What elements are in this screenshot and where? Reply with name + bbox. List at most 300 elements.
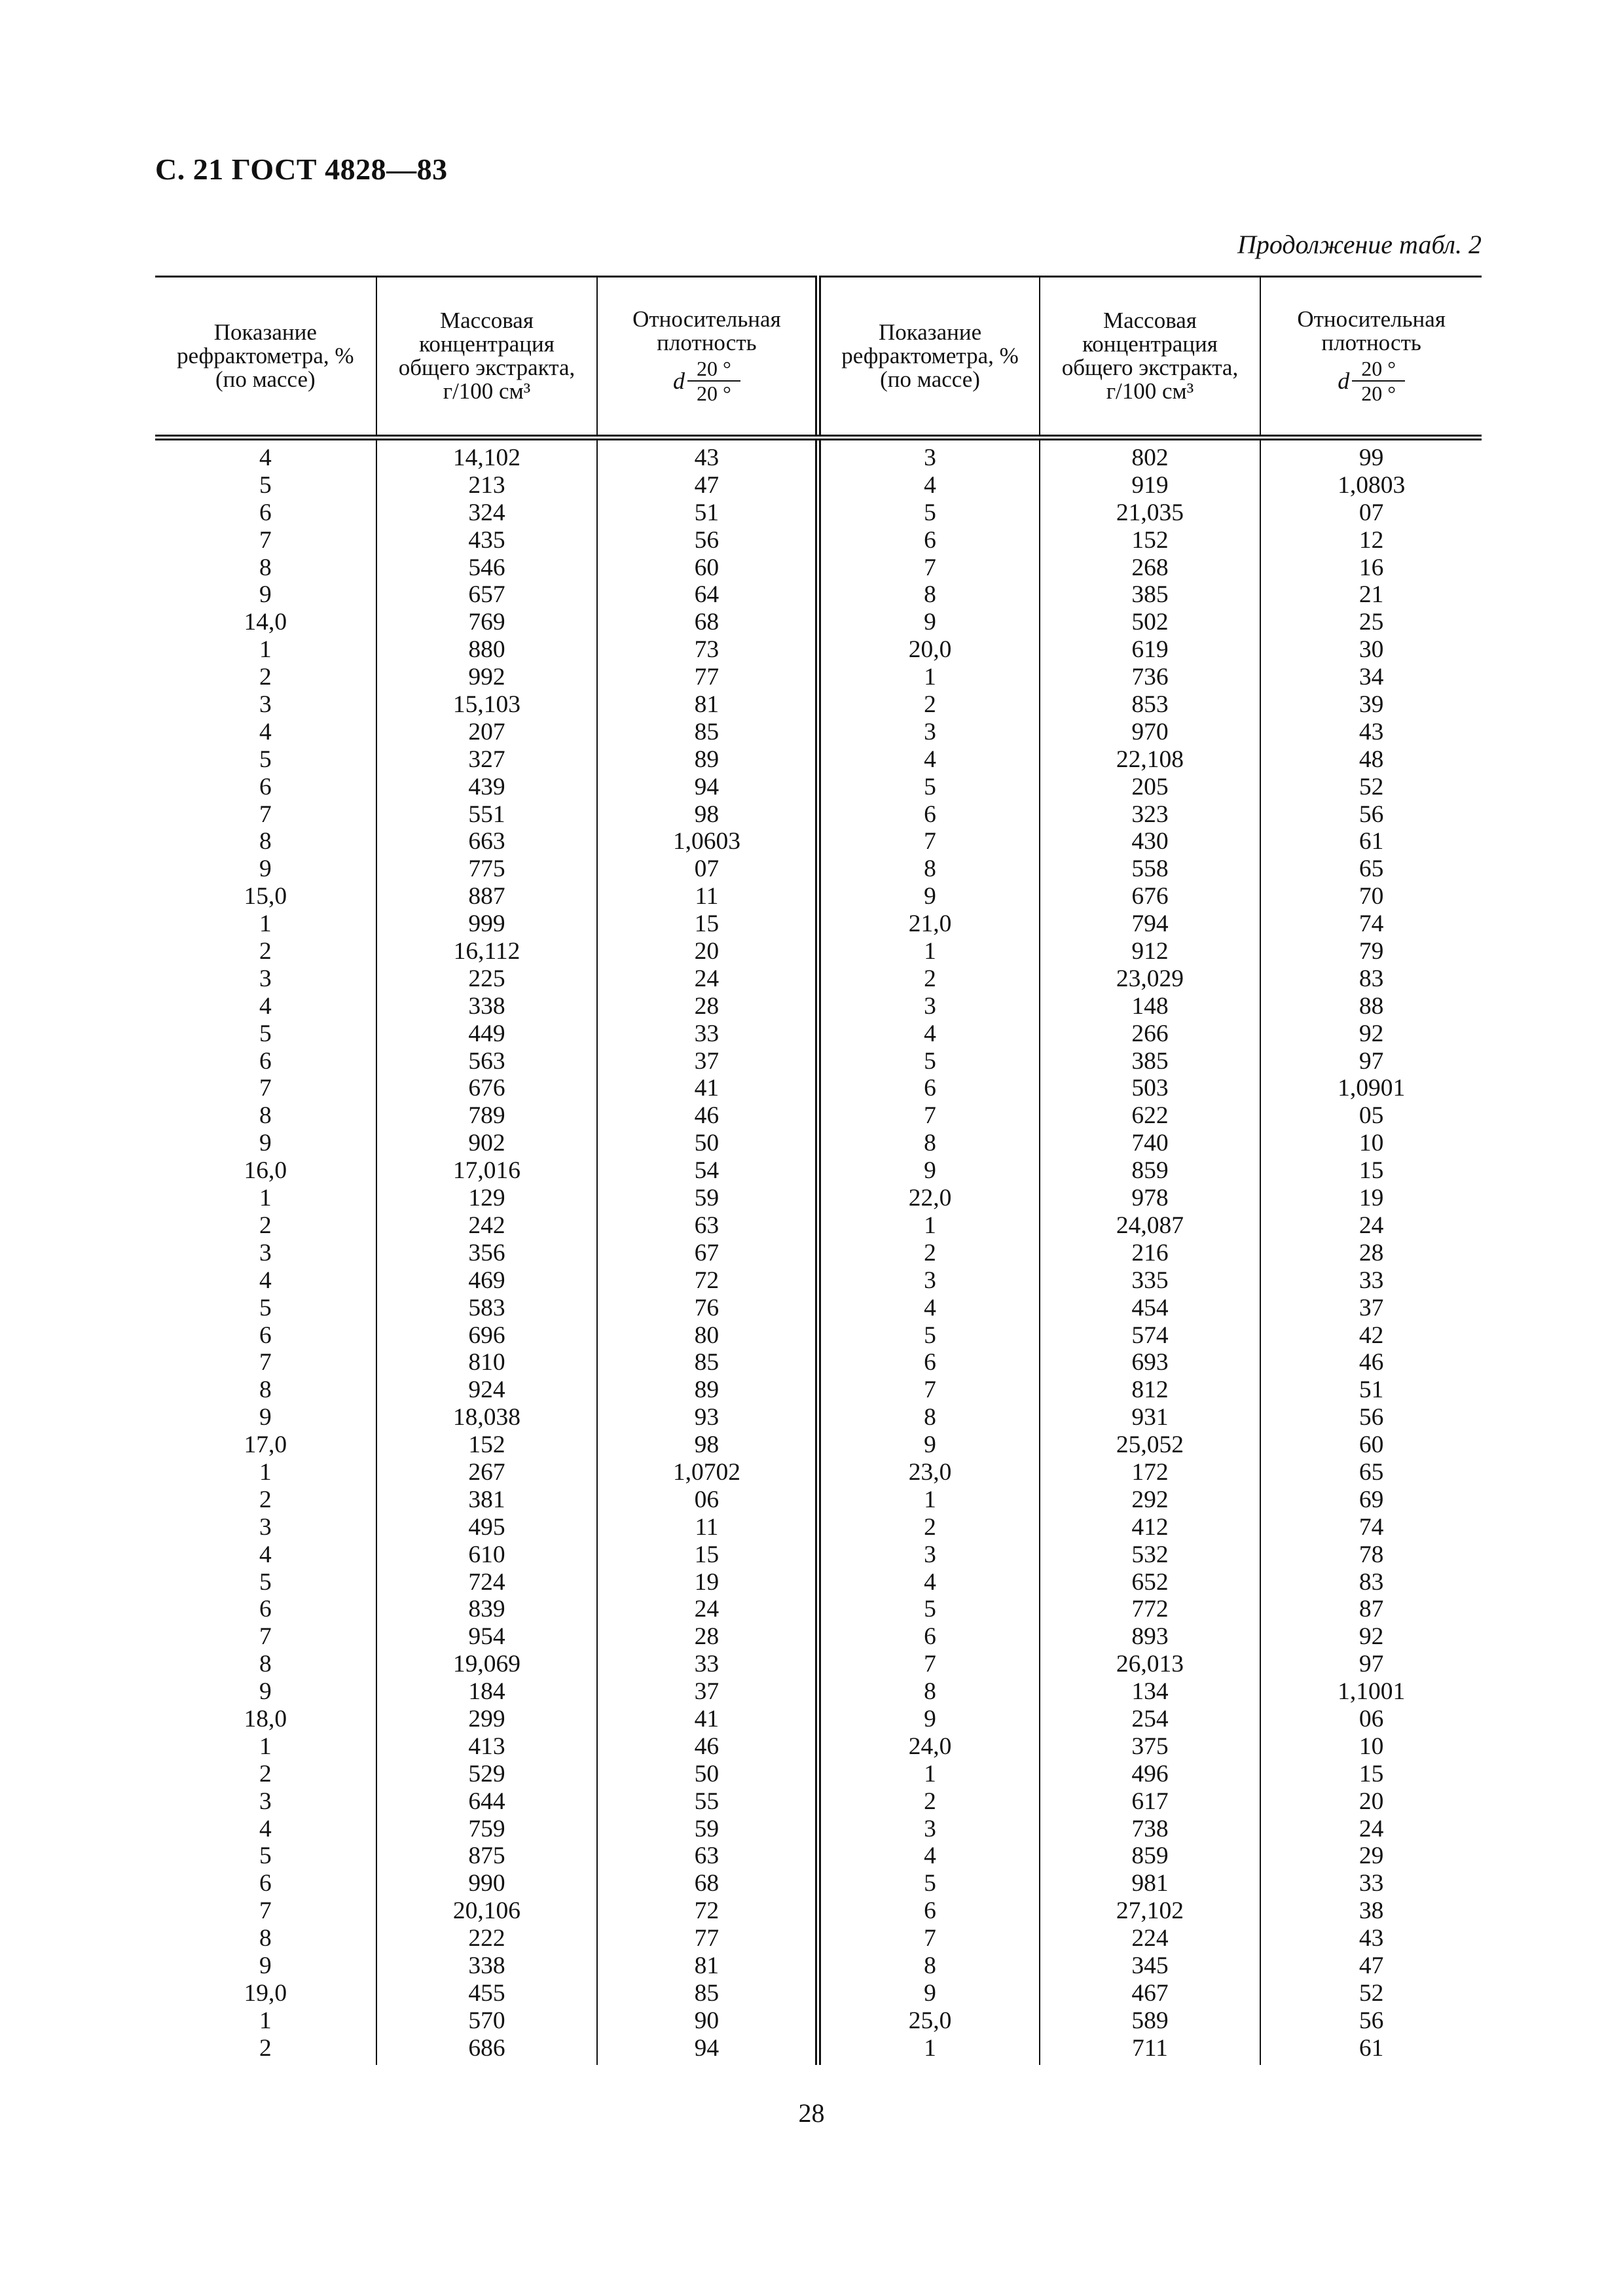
table-cell: 30 [1359,636,1384,664]
table-cell: 502 [1131,609,1169,636]
table-cell: 70 [1359,883,1384,910]
table-cell: 2 [924,691,936,719]
table-cell: 338 [468,1952,505,1979]
table-cell: 1,0702 [672,1458,740,1486]
table-cell: 9 [259,1952,272,1979]
table-cell: 2 [259,1760,272,1787]
table-cell: 24 [1359,1211,1384,1239]
table-cell: 4 [259,718,272,745]
table-cell: 48 [1359,745,1384,773]
table-cell: 33 [1359,1266,1384,1294]
table-cell: 1,0901 [1338,1075,1406,1102]
table-cell: 15,103 [452,691,521,719]
table-cell: 85 [694,1979,720,2007]
table-cell: 724 [468,1568,505,1596]
table-cell: 902 [468,1130,505,1157]
table-cell: 570 [468,2007,505,2034]
table-cell: 24,0 [908,1732,952,1760]
table-header-row [155,277,1482,438]
table-cell: 8 [259,828,272,855]
table-cell: 657 [468,581,505,609]
table-cell: 205 [1131,773,1169,800]
table-cell: 56 [1359,1404,1384,1431]
table-cell: 79 [1359,938,1384,965]
table-cell: 50 [694,1130,720,1157]
table-cell: 335 [1131,1266,1169,1294]
table-cell: 43 [694,444,720,471]
table-cell: 50 [694,1760,720,1787]
table-cell: 85 [694,1349,720,1376]
table-cell: 5 [259,745,272,773]
table-cell: 981 [1131,1870,1169,1897]
table-cell: 292 [1131,1486,1169,1513]
table-cell: 98 [694,1431,720,1459]
table-cell: 51 [1359,1376,1384,1404]
table-cell: 25 [1359,609,1384,636]
table-cell: 69 [1359,1486,1384,1513]
table-cell: 893 [1131,1623,1169,1651]
table-cell: 2 [259,2034,272,2062]
table-cell: 412 [1131,1513,1169,1541]
table-cell: 78 [1359,1541,1384,1568]
table-cell: 551 [468,800,505,828]
table-cell: 1 [259,1458,272,1486]
table-cell: 74 [1359,1513,1384,1541]
table-cell: 495 [468,1513,505,1541]
table-cell: 254 [1131,1705,1169,1732]
table-cell: 8 [259,554,272,581]
table-cell: 6 [924,1075,936,1102]
table-cell: 644 [468,1787,505,1815]
table-cell: 41 [694,1705,720,1732]
table-cell: 676 [1131,883,1169,910]
table-cell: 859 [1131,1157,1169,1185]
table-cell: 2 [924,1787,936,1815]
table-cell: 978 [1131,1185,1169,1212]
data-table [155,276,1482,2065]
table-cell: 65 [1359,1458,1384,1486]
table-cell: 1 [924,1760,936,1787]
table-cell: 06 [694,1486,720,1513]
table-cell: 5 [924,773,936,800]
table-cell: 46 [694,1732,720,1760]
table-cell: 72 [694,1266,720,1294]
table-cell: 6 [259,1047,272,1075]
table-cell: 10 [1359,1130,1384,1157]
table-cell: 21,035 [1116,499,1184,526]
table-cell: 83 [1359,965,1384,992]
table-cell: 222 [468,1925,505,1952]
table-cell: 11 [695,1513,719,1541]
table-cell: 8 [924,1678,936,1706]
table-cell: 1 [924,1486,936,1513]
table-cell: 97 [1359,1047,1384,1075]
table-cell: 83 [1359,1568,1384,1596]
table-cell: 9 [259,581,272,609]
table-cell: 6 [259,1321,272,1349]
table-cell: 93 [694,1404,720,1431]
table-cell: 59 [694,1815,720,1842]
table-cell: 5 [924,1596,936,1623]
table-cell: 381 [468,1486,505,1513]
table-cell: 41 [694,1075,720,1102]
table-cell: 503 [1131,1075,1169,1102]
page-header: С. 21 ГОСТ 4828—83 [155,152,448,186]
table-cell: 225 [468,965,505,992]
table-cell: 990 [468,1870,505,1897]
table-cell: 24 [694,1596,720,1623]
table-cell: 887 [468,883,505,910]
table-cell: 18,0 [244,1705,287,1732]
table-cell: 449 [468,1020,505,1047]
column-density-2 [1260,438,1482,2065]
table-cell: 7 [259,526,272,554]
table-cell: 454 [1131,1294,1169,1321]
table-cell: 16 [1359,554,1384,581]
table-cell: 33 [694,1651,720,1678]
table-cell: 558 [1131,855,1169,883]
header-concentration: Массовая концентрация общего экстракта, г/100 см³ [376,277,598,438]
table-cell: 574 [1131,1321,1169,1349]
table-cell: 06 [1359,1705,1384,1732]
table-cell: 589 [1131,2007,1169,2034]
table-cell: 97 [1359,1651,1384,1678]
table-cell: 94 [694,773,720,800]
table-cell: 4 [924,1020,936,1047]
table-cell: 9 [924,609,936,636]
table-cell: 327 [468,745,505,773]
table-cell: 769 [468,609,505,636]
density-formula: d $\frac{20 ^\circ}{20 ^\circ}$ [598,357,815,405]
table-cell: 5 [259,1020,272,1047]
table-cell: 7 [924,1376,936,1404]
table-cell: 7 [259,1897,272,1925]
table-cell: 323 [1131,800,1169,828]
table-cell: 686 [468,2034,505,2062]
table-cell: 3 [924,1815,936,1842]
table-cell: 27,102 [1116,1897,1184,1925]
table-cell: 7 [924,1102,936,1130]
table-cell: 467 [1131,1979,1169,2007]
table-cell: 435 [468,526,505,554]
table-cell: 2 [924,1239,936,1266]
table-cell: 37 [694,1678,720,1706]
table-cell: 56 [1359,2007,1384,2034]
table-cell: 15 [694,910,720,938]
table-cell: 789 [468,1102,505,1130]
header-refractometer: Показание рефрактометра, % (по массе) [155,277,376,438]
table-cell: 152 [468,1431,505,1459]
table-cell: 1 [259,910,272,938]
table-cell: 47 [1359,1952,1384,1979]
table-cell: 1 [259,2007,272,2034]
table-cell: 3 [259,1239,272,1266]
table-cell: 4 [259,992,272,1020]
table-cell: 19,069 [452,1651,521,1678]
column-refractometer [155,438,376,2065]
table-cell: 22,108 [1116,745,1184,773]
table-cell: 2 [259,1486,272,1513]
table-cell: 2 [924,965,936,992]
table-cell: 92 [1359,1020,1384,1047]
table-cell: 2 [259,1211,272,1239]
table-cell: 37 [1359,1294,1384,1321]
table-cell: 4 [924,471,936,499]
table-cell: 1 [259,636,272,664]
table-cell: 16,0 [244,1157,287,1185]
column-concentration [376,438,598,2065]
table-cell: 17,016 [452,1157,521,1185]
table-cell: 4 [924,1294,936,1321]
table-cell: 16,112 [453,938,520,965]
table-cell: 5 [924,1870,936,1897]
table-cell: 970 [1131,718,1169,745]
table-cell: 23,029 [1116,965,1184,992]
table-cell: 5 [924,499,936,526]
table-cell: 24 [1359,1815,1384,1842]
table-cell: 7 [259,800,272,828]
table-cell: 622 [1131,1102,1169,1130]
table-cell: 21 [1359,581,1384,609]
table-cell: 740 [1131,1130,1169,1157]
table-cell: 15 [1359,1760,1384,1787]
table-cell: 46 [694,1102,720,1130]
table-cell: 7 [259,1075,272,1102]
table-cell: 3 [259,691,272,719]
table-cell: 39 [1359,691,1384,719]
table-cell: 711 [1132,2034,1168,2062]
table-cell: 880 [468,636,505,664]
table-cell: 65 [1359,855,1384,883]
table-cell: 3 [924,992,936,1020]
table-cell: 56 [1359,800,1384,828]
table-cell: 5 [259,1842,272,1870]
table-cell: 676 [468,1075,505,1102]
table-cell: 19 [1359,1185,1384,1212]
table-cell: 9 [924,1705,936,1732]
table-cell: 11 [695,883,719,910]
table-cell: 663 [468,828,505,855]
table-cell: 812 [1131,1376,1169,1404]
table-cell: 81 [694,1952,720,1979]
table-cell: 8 [924,1404,936,1431]
table-cell: 7 [924,1925,936,1952]
table-cell: 9 [924,1431,936,1459]
table-cell: 19,0 [244,1979,287,2007]
table-cell: 7 [924,554,936,581]
table-cell: 28 [694,992,720,1020]
table-cell: 51 [694,499,720,526]
table-cell: 54 [694,1157,720,1185]
table-cell: 345 [1131,1952,1169,1979]
table-cell: 61 [1359,2034,1384,2062]
table-cell: 33 [694,1020,720,1047]
table-cell: 8 [924,581,936,609]
table-cell: 9 [259,855,272,883]
table-cell: 4 [259,1815,272,1842]
table-cell: 8 [259,1376,272,1404]
table-cell: 15,0 [244,883,287,910]
table-cell: 3 [924,444,936,471]
table-cell: 23,0 [908,1458,952,1486]
table-cell: 56 [694,526,720,554]
table-cell: 55 [694,1787,720,1815]
table-cell: 60 [1359,1431,1384,1459]
table-cell: 924 [468,1376,505,1404]
table-cell: 1,0803 [1338,471,1406,499]
table-cell: 9 [924,1979,936,2007]
table-cell: 8 [924,1952,936,1979]
table-cell: 9 [259,1678,272,1706]
table-cell: 28 [1359,1239,1384,1266]
table-cell: 617 [1131,1787,1169,1815]
table-cell: 5 [924,1321,936,1349]
table-cell: 25,052 [1116,1431,1184,1459]
table-cell: 619 [1131,636,1169,664]
table-cell: 563 [468,1047,505,1075]
table-cell: 532 [1131,1541,1169,1568]
table-cell: 207 [468,718,505,745]
table-cell: 385 [1131,581,1169,609]
table-cell: 38 [1359,1897,1384,1925]
table-cell: 88 [1359,992,1384,1020]
table-cell: 439 [468,773,505,800]
table-cell: 99 [1359,444,1384,471]
table-cell: 8 [259,1102,272,1130]
table-cell: 29 [1359,1842,1384,1870]
table-cell: 2 [924,1513,936,1541]
table-cell: 338 [468,992,505,1020]
table-cell: 14,102 [452,444,521,471]
table-cell: 7 [924,828,936,855]
table-cell: 43 [1359,1925,1384,1952]
table-cell: 42 [1359,1321,1384,1349]
table-cell: 954 [468,1623,505,1651]
table-cell: 8 [259,1925,272,1952]
table-cell: 2 [259,938,272,965]
table-cell: 469 [468,1266,505,1294]
table-cell: 6 [924,800,936,828]
density-formula-2: d $\frac{20 ^\circ}{20 ^\circ}$ [1261,357,1482,405]
table-cell: 839 [468,1596,505,1623]
table-cell: 216 [1131,1239,1169,1266]
table-cell: 1 [924,1211,936,1239]
table-cell: 546 [468,554,505,581]
table-cell: 213 [468,471,505,499]
table-cell: 775 [468,855,505,883]
page-number: 28 [798,2098,825,2128]
table-cell: 61 [1359,828,1384,855]
table-cell: 375 [1131,1732,1169,1760]
table-cell: 455 [468,1979,505,2007]
table-cell: 152 [1131,526,1169,554]
table-cell: 6 [924,526,936,554]
table-cell: 931 [1131,1404,1169,1431]
table-cell: 20 [1359,1787,1384,1815]
table-cell: 992 [468,664,505,691]
table-cell: 413 [468,1732,505,1760]
table-cell: 875 [468,1842,505,1870]
table-cell: 999 [468,910,505,938]
table-cell: 738 [1131,1815,1169,1842]
header-concentration-2: Массовая концентрация общего экстракта, г/100 см³ [1040,277,1261,438]
table-cell: 8 [924,855,936,883]
table-cell: 52 [1359,773,1384,800]
column-concentration-2 [1040,438,1261,2065]
table-cell: 496 [1131,1760,1169,1787]
table-cell: 77 [694,1925,720,1952]
table-cell: 7 [259,1349,272,1376]
table-cell: 184 [468,1678,505,1706]
table-cell: 68 [694,609,720,636]
table-cell: 81 [694,691,720,719]
table-cell: 6 [259,499,272,526]
table-cell: 5 [259,1568,272,1596]
table-cell: 9 [259,1130,272,1157]
table-cell: 26,013 [1116,1651,1184,1678]
table-cell: 7 [924,1651,936,1678]
table-cell: 37 [694,1047,720,1075]
table-cell: 24,087 [1116,1211,1184,1239]
table-cell: 4 [924,1842,936,1870]
table-cell: 89 [694,1376,720,1404]
table-cell: 05 [1359,1102,1384,1130]
table-cell: 25,0 [908,2007,952,2034]
table-cell: 134 [1131,1678,1169,1706]
column-density [597,438,818,2065]
table-cell: 802 [1131,444,1169,471]
table-cell: 129 [468,1185,505,1212]
table-cell: 4 [259,1541,272,1568]
table-cell: 20 [694,938,720,965]
table-cell: 1 [259,1185,272,1212]
table-cell: 3 [924,1541,936,1568]
table-cell: 76 [694,1294,720,1321]
table-cell: 652 [1131,1568,1169,1596]
table-cell: 1 [924,664,936,691]
header-density: Относительная плотность d $\frac{20 ^\circ}{20 ^\circ}$ [597,277,818,438]
table-cell: 1,0603 [672,828,740,855]
table-cell: 4 [259,444,272,471]
table-cell: 148 [1131,992,1169,1020]
table-cell: 85 [694,718,720,745]
table-cell: 63 [694,1211,720,1239]
table-cell: 1,1001 [1338,1678,1406,1706]
table-cell: 1 [924,938,936,965]
table-cell: 172 [1131,1458,1169,1486]
table-cell: 772 [1131,1596,1169,1623]
table-cell: 90 [694,2007,720,2034]
table-cell: 4 [259,1266,272,1294]
table-continuation-label: Продолжение табл. 2 [1237,230,1482,259]
table-cell: 73 [694,636,720,664]
table-cell: 19 [694,1568,720,1596]
table-cell: 63 [694,1842,720,1870]
table-cell: 583 [468,1294,505,1321]
table-cell: 9 [259,1404,272,1431]
table-cell: 6 [259,773,272,800]
table-cell: 87 [1359,1596,1384,1623]
table-cell: 07 [1359,499,1384,526]
table-cell: 5 [259,471,272,499]
table-cell: 696 [468,1321,505,1349]
table-cell: 4 [924,1568,936,1596]
table-cell: 268 [1131,554,1169,581]
table-cell: 385 [1131,1047,1169,1075]
table-cell: 33 [1359,1870,1384,1897]
table-cell: 89 [694,745,720,773]
table-cell: 14,0 [244,609,287,636]
